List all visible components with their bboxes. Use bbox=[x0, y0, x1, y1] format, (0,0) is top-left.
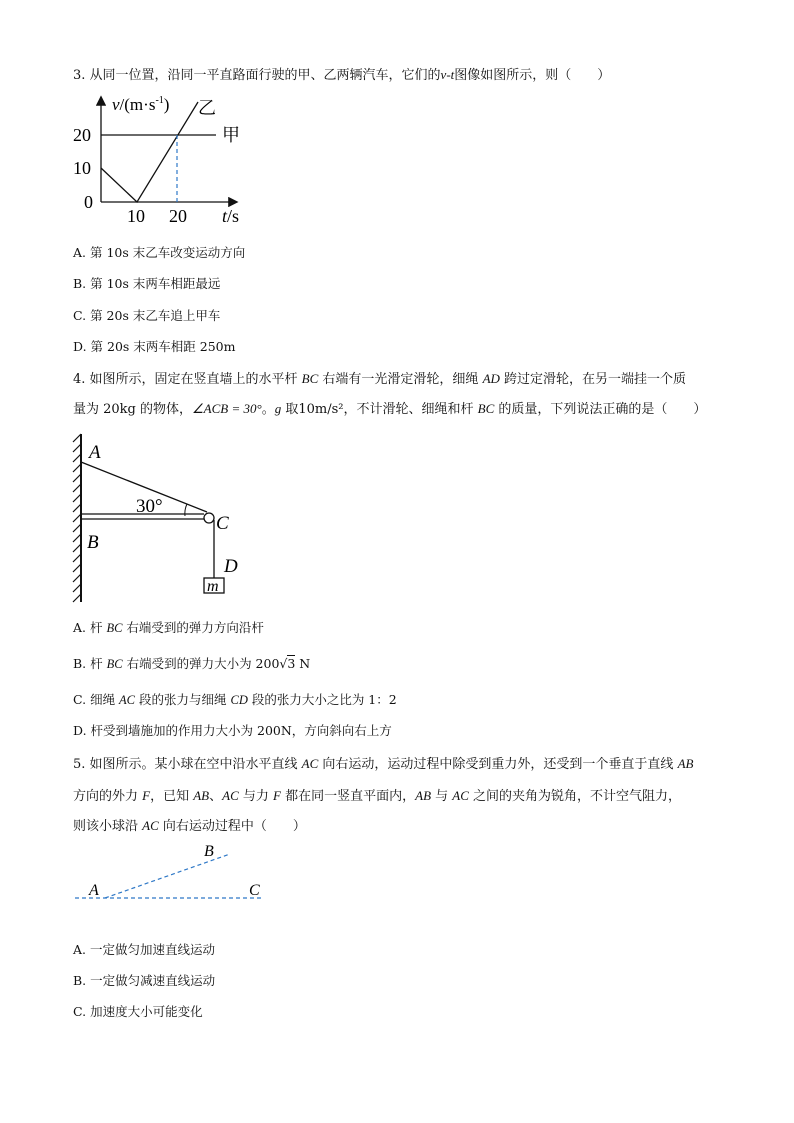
q4-label-m: m bbox=[207, 578, 219, 595]
q4-text: 。 bbox=[261, 402, 275, 417]
q3-stem-var: v-t bbox=[440, 67, 455, 82]
q4-opt-text: C. 细绳 bbox=[73, 692, 120, 707]
q5-text: 方向的外力 bbox=[73, 789, 143, 804]
q5-stem-line1 bbox=[73, 755, 693, 774]
q4-var-ad: AD bbox=[482, 371, 500, 386]
q5-var-ab: AB bbox=[193, 788, 210, 803]
q3-stem bbox=[73, 66, 610, 85]
q3-stem-text-end: 图像如图所示，则（ ） bbox=[454, 68, 611, 83]
q5-text: 都在同一竖直平面内， bbox=[280, 789, 416, 804]
q3-tick-x20: 20 bbox=[169, 206, 187, 226]
q3-vt-graph bbox=[70, 90, 270, 230]
q5-option-a[interactable]: A. 一定做匀加速直线运动 bbox=[73, 942, 215, 957]
q4-text: 右端有一光滑定滑轮，细绳 bbox=[318, 372, 483, 387]
q5-stem-line2 bbox=[73, 787, 681, 806]
q4-option-a[interactable] bbox=[73, 619, 264, 637]
q4-label-c: C bbox=[216, 513, 229, 534]
q4-stem-line1 bbox=[73, 370, 686, 389]
q5-text: 与力 bbox=[238, 789, 274, 804]
q5-var-ab: AB bbox=[415, 788, 432, 803]
q4-opt-radicand: 3 bbox=[287, 656, 296, 671]
q3-tick-y0: 0 bbox=[84, 192, 93, 212]
q3-label-jia: 甲 bbox=[222, 125, 240, 145]
q5-label-a: A bbox=[89, 882, 99, 899]
q5-option-c[interactable]: C. 加速度大小可能变化 bbox=[73, 1004, 203, 1019]
q3-tick-x10: 10 bbox=[127, 206, 145, 226]
q3-xlabel: t/s bbox=[222, 206, 240, 226]
q4-opt-value: 200 bbox=[255, 656, 280, 671]
q4-label-a: A bbox=[89, 442, 101, 463]
sqrt-symbol: √ bbox=[279, 656, 288, 671]
q5-text: 之间的夹角为锐角，不计空气阻力， bbox=[468, 789, 682, 804]
q3-tick-y10: 10 bbox=[73, 158, 91, 178]
q4-opt-text: 段的张力大小之比为 1：2 bbox=[247, 692, 397, 707]
q4-pulley-figure bbox=[70, 432, 260, 607]
q5-text: 向右运动过程中（ ） bbox=[158, 819, 306, 834]
q4-var-bc: BC bbox=[106, 621, 123, 635]
q4-text: 跨过定滑轮，在另一端挂一个质 bbox=[499, 372, 687, 387]
q3-ylabel: $v/(m\cdot s^{-1})$ bbox=[112, 95, 170, 114]
q4-label-angle: 30° bbox=[136, 496, 163, 517]
q4-angle: ∠ACB = 30° bbox=[192, 401, 262, 416]
q4-label-b: B bbox=[87, 532, 99, 553]
q5-label-b: B bbox=[204, 843, 214, 860]
q4-wall-hatch bbox=[73, 434, 81, 602]
q3-option-c[interactable]: C. 第 20s 末乙车追上甲车 bbox=[73, 308, 221, 323]
q5-text: 则该小球沿 bbox=[73, 819, 143, 834]
q4-opt-text: B. 杆 bbox=[73, 656, 107, 671]
q5-text: 5. 如图所示。某小球在空中沿水平直线 bbox=[73, 757, 302, 772]
q3-option-b[interactable]: B. 第 10s 末两车相距最远 bbox=[73, 276, 221, 291]
q5-label-c: C bbox=[249, 882, 260, 899]
q4-option-d[interactable]: D. 杆受到墙施加的作用力大小为 200N，方向斜向右上方 bbox=[73, 723, 392, 738]
q4-opt-unit: N bbox=[295, 656, 311, 671]
q4-var-g: g bbox=[274, 401, 282, 416]
q4-pulley bbox=[204, 513, 214, 523]
q4-opt-text: 右端受到的弹力方向沿杆 bbox=[122, 620, 264, 635]
q5-var-f: F bbox=[273, 788, 281, 803]
q4-text: 的质量，下列说法正确的是（ ） bbox=[494, 402, 707, 417]
q5-text: ，已知 bbox=[150, 789, 194, 804]
q4-label-d: D bbox=[224, 556, 238, 577]
q4-var-bc: BC bbox=[301, 371, 319, 386]
q4-opt-text: 右端受到的弹力大小为 bbox=[122, 656, 256, 671]
q4-text: 4. 如图所示，固定在竖直墙上的水平杆 bbox=[73, 372, 302, 387]
q4-var-bc: BC bbox=[106, 657, 123, 671]
q3-tick-y20: 20 bbox=[73, 125, 91, 145]
q3-option-a[interactable]: A. 第 10s 末乙车改变运动方向 bbox=[73, 245, 246, 260]
q4-text: 取10m/s²，不计滑轮、细绳和杆 bbox=[281, 402, 478, 417]
q5-var-ab: AB bbox=[677, 756, 694, 771]
q5-line-ab bbox=[105, 854, 230, 898]
q5-var-ac: AC bbox=[452, 788, 469, 803]
q4-opt-text: 段的张力与细绳 bbox=[135, 692, 231, 707]
q3-label-yi: 乙 bbox=[198, 98, 216, 118]
q4-opt-text: A. 杆 bbox=[73, 620, 107, 635]
q5-text: 、 bbox=[209, 789, 223, 804]
q4-stem-line2 bbox=[73, 400, 706, 419]
q4-var-bc: BC bbox=[477, 401, 495, 416]
q4-option-b[interactable] bbox=[73, 655, 310, 673]
q5-text: 向右运动，运动过程中除受到重力外，还受到一个垂直于直线 bbox=[318, 757, 678, 772]
q5-stem-line3 bbox=[73, 817, 306, 836]
q5-var-ac: AC bbox=[222, 788, 239, 803]
q5-text: 与 bbox=[431, 789, 453, 804]
q4-var-ac: AC bbox=[119, 693, 136, 707]
q4-option-c[interactable] bbox=[73, 691, 397, 709]
q3-stem-text: 3. 从同一位置，沿同一平直路面行驶的甲、乙两辆汽车，它们的 bbox=[73, 68, 441, 83]
q5-var-ac: AC bbox=[142, 818, 159, 833]
q4-text: 量为 20kg 的物体， bbox=[73, 402, 193, 417]
q5-var-ac: AC bbox=[301, 756, 319, 771]
q3-line-yi bbox=[101, 102, 198, 202]
q5-option-b[interactable]: B. 一定做匀减速直线运动 bbox=[73, 973, 216, 988]
q5-var-f: F bbox=[142, 788, 151, 803]
q4-var-cd: CD bbox=[230, 693, 248, 707]
q5-line-figure bbox=[73, 840, 273, 902]
q3-option-d[interactable]: D. 第 20s 末两车相距 250m bbox=[73, 339, 236, 354]
